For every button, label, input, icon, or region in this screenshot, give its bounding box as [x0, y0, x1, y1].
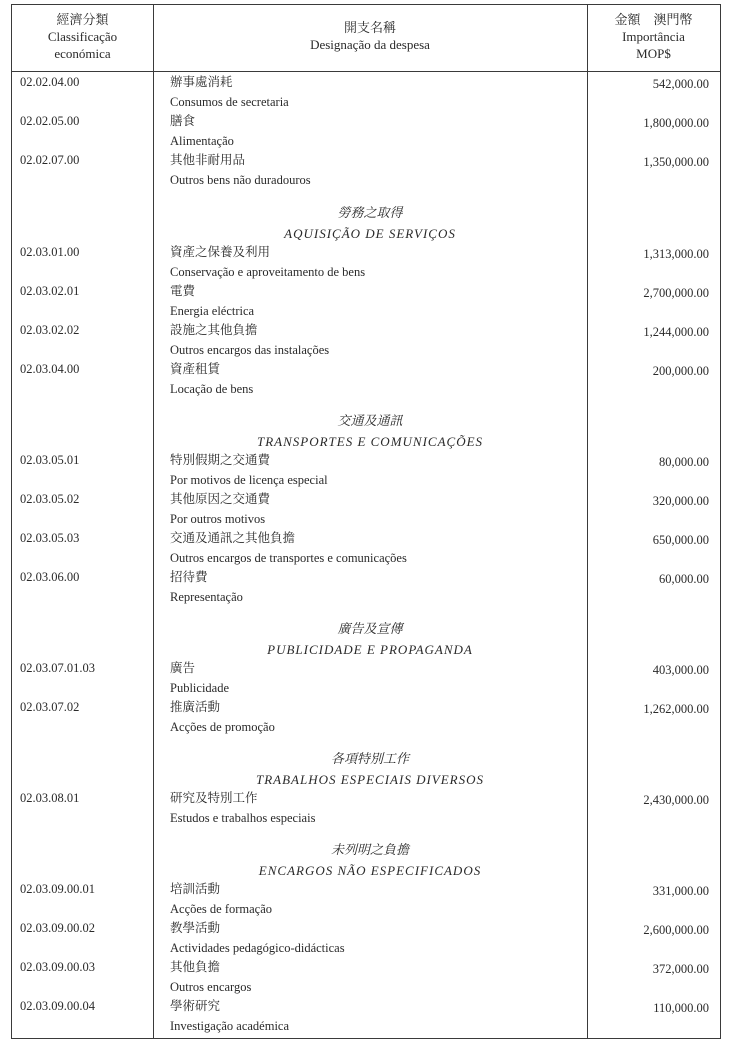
row-amount: 1,313,000.00 [643, 247, 709, 261]
header-designation-zh: 開支名稱 [343, 20, 396, 35]
row-amount: 331,000.00 [652, 884, 709, 898]
row-designation-zh: 招待費 [170, 570, 208, 584]
section-title-zh: 勞務之取得 [337, 205, 403, 220]
section-heading [154, 748, 586, 790]
row-amount: 2,700,000.00 [643, 286, 709, 300]
row-amount: 1,800,000.00 [643, 116, 709, 130]
section-title-zh: 交通及通訊 [337, 413, 403, 428]
row-designation-zh: 設施之其他負擔 [170, 323, 258, 337]
row-designation-zh: 其他非耐用品 [170, 153, 246, 167]
table-row [12, 489, 720, 528]
table-row [12, 111, 720, 150]
row-amount: 650,000.00 [652, 533, 709, 547]
row-code: 02.03.09.00.01 [20, 882, 95, 896]
row-designation-zh: 研究及特別工作 [170, 791, 258, 805]
row-code: 02.03.05.01 [20, 453, 80, 467]
section-title-zh: 未列明之負擔 [330, 842, 409, 857]
row-code: 02.02.07.00 [20, 153, 80, 167]
row-amount: 2,600,000.00 [643, 923, 709, 937]
row-designation-zh: 特別假期之交通費 [170, 453, 271, 467]
section-title-zh: 各項特別工作 [330, 751, 409, 766]
header-amount-pt: Importância [622, 29, 685, 44]
row-designation-zh: 交通及通訊之其他負擔 [170, 531, 296, 545]
header-designation [153, 19, 587, 53]
table-row [12, 697, 720, 736]
row-amount: 1,350,000.00 [643, 155, 709, 169]
row-designation-pt: Outros encargos [170, 980, 252, 994]
row-designation-zh: 其他原因之交通費 [170, 492, 271, 506]
row-amount: 110,000.00 [653, 1001, 709, 1015]
table-row [12, 150, 720, 189]
row-designation-pt: Alimentação [170, 134, 234, 148]
row-code: 02.02.04.00 [20, 75, 80, 89]
row-amount: 403,000.00 [652, 663, 709, 677]
row-code: 02.03.02.02 [20, 323, 80, 337]
section-title-pt: AQUISIÇÃO DE SERVIÇOS [284, 226, 456, 241]
row-designation-pt: Acções de formação [170, 902, 273, 916]
row-designation-pt: Investigação académica [170, 1019, 290, 1033]
row-designation-pt: Por outros motivos [170, 512, 266, 526]
row-designation-pt: Locação de bens [170, 382, 254, 396]
table-row [12, 658, 720, 697]
section-title-pt: TRABALHOS ESPECIAIS DIVERSOS [255, 772, 485, 787]
budget-table [11, 4, 721, 1039]
table-row [12, 320, 720, 359]
row-designation-pt: Outros encargos das instalações [170, 343, 330, 357]
row-designation-pt: Consumos de secretaria [170, 95, 289, 109]
row-designation-zh: 其他負擔 [170, 960, 221, 974]
row-designation-pt: Energia eléctrica [170, 304, 255, 318]
row-designation-zh: 廣告 [170, 661, 196, 675]
section-title-pt: ENCARGOS NÃO ESPECIFICADOS [258, 863, 482, 878]
header-amount-currency: MOP$ [636, 46, 671, 61]
table-row [12, 567, 720, 606]
section-heading [154, 202, 586, 244]
row-code: 02.03.09.00.04 [20, 999, 95, 1013]
section-heading [154, 618, 586, 660]
row-amount: 542,000.00 [652, 77, 709, 91]
row-code: 02.03.07.01.03 [20, 661, 95, 675]
row-designation-pt: Outros bens não duradouros [170, 173, 311, 187]
table-row [12, 281, 720, 320]
section-title-zh: 廣告及宣傳 [337, 621, 403, 636]
row-amount: 200,000.00 [652, 364, 709, 378]
row-designation-pt: Acções de promoção [170, 720, 275, 734]
row-amount: 2,430,000.00 [643, 793, 709, 807]
row-amount: 1,244,000.00 [643, 325, 709, 339]
row-code: 02.03.09.00.03 [20, 960, 95, 974]
row-designation-pt: Representação [170, 590, 243, 604]
row-code: 02.03.08.01 [20, 791, 80, 805]
row-designation-zh: 學術研究 [170, 999, 221, 1013]
table-row [12, 450, 720, 489]
section-title-pt: TRANSPORTES E COMUNICAÇÕES [256, 434, 484, 449]
table-row [12, 72, 720, 111]
table-row [12, 788, 720, 827]
header-amount [587, 11, 720, 62]
table-row [12, 957, 720, 996]
table-row [12, 242, 720, 281]
header-classification-pt: económica [54, 46, 111, 61]
row-designation-pt: Conservação e aproveitamento de bens [170, 265, 366, 279]
header-classification-zh: 經濟分類 [56, 12, 109, 27]
row-code: 02.02.05.00 [20, 114, 80, 128]
row-designation-pt: Por motivos de licença especial [170, 473, 328, 487]
table-row [12, 918, 720, 957]
table-row [12, 996, 720, 1035]
row-designation-zh: 培訓活動 [170, 882, 221, 896]
table-row [12, 879, 720, 918]
section-title-pt: PUBLICIDADE E PROPAGANDA [267, 642, 473, 657]
row-code: 02.03.05.03 [20, 531, 80, 545]
row-designation-zh: 電費 [170, 284, 196, 298]
row-designation-zh: 資產之保養及利用 [170, 245, 271, 259]
row-code: 02.03.07.02 [20, 700, 80, 714]
row-amount: 80,000.00 [659, 455, 709, 469]
row-designation-pt: Estudos e trabalhos especiais [170, 811, 316, 825]
row-designation-zh: 辦事處消耗 [170, 75, 233, 89]
row-designation-pt: Publicidade [170, 681, 230, 695]
row-designation-pt: Outros encargos de transportes e comunicações [170, 551, 407, 565]
table-row [12, 359, 720, 398]
section-heading [154, 410, 586, 452]
table-row [12, 528, 720, 567]
row-code: 02.03.01.00 [20, 245, 80, 259]
row-amount: 1,262,000.00 [643, 702, 709, 716]
row-amount: 320,000.00 [652, 494, 709, 508]
row-designation-pt: Actividades pedagógico-didácticas [170, 941, 345, 955]
row-code: 02.03.05.02 [20, 492, 80, 506]
header-designation-pt: Designação da despesa [310, 37, 430, 52]
header-amount-zh: 金額 澳門幣 [614, 12, 693, 27]
row-designation-zh: 膳食 [170, 114, 196, 128]
row-code: 02.03.06.00 [20, 570, 80, 584]
header-classification [12, 11, 153, 62]
row-code: 02.03.02.01 [20, 284, 80, 298]
row-code: 02.03.04.00 [20, 362, 80, 376]
row-amount: 60,000.00 [659, 572, 709, 586]
row-designation-zh: 資產租賃 [170, 362, 221, 376]
row-designation-zh: 推廣活動 [170, 700, 221, 714]
section-heading [154, 839, 586, 881]
row-code: 02.03.09.00.02 [20, 921, 95, 935]
header-classification-pt: Classificação [47, 29, 118, 44]
row-amount: 372,000.00 [652, 962, 709, 976]
row-designation-zh: 教學活動 [170, 921, 221, 935]
